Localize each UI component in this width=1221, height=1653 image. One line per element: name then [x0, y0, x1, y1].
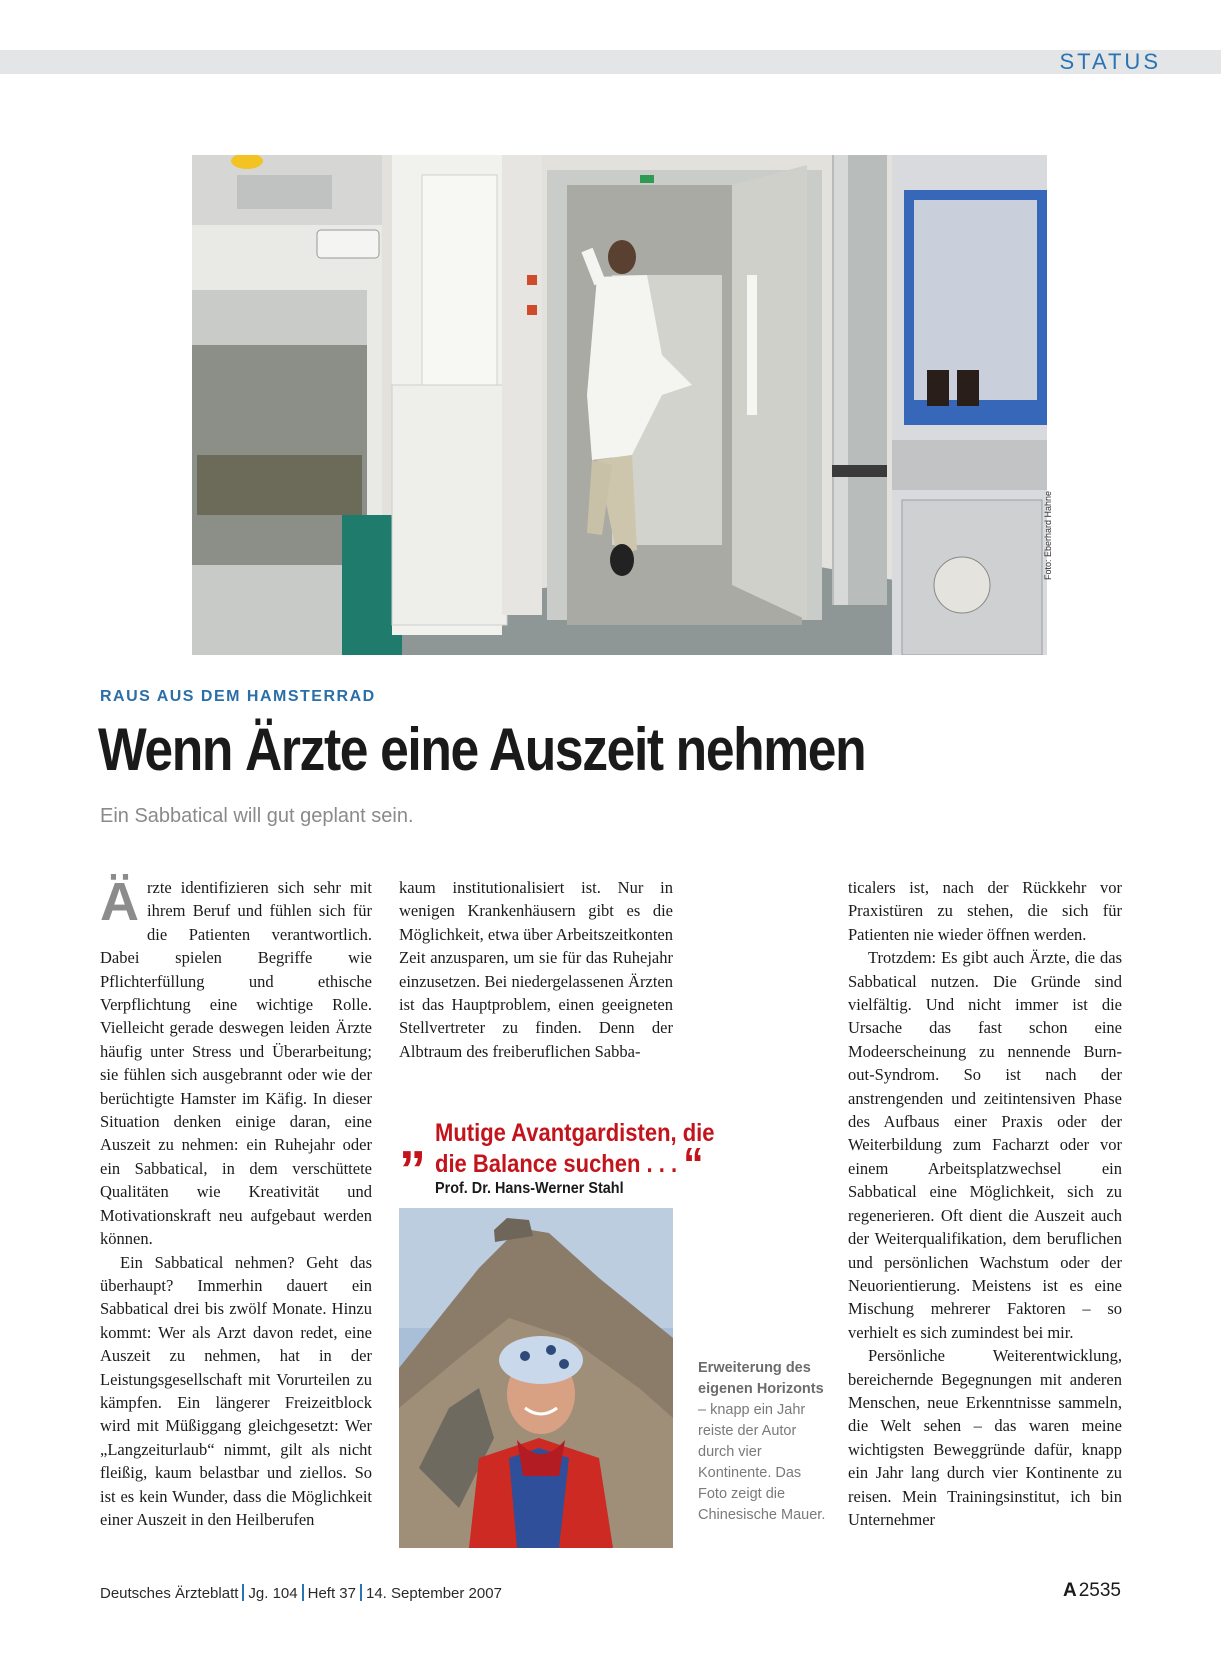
paragraph: ticalers ist, nach der Rückkehr vor Praxistüren zu stehen, die sich für Patienten nie wieder öffnen werden. — [848, 878, 1122, 944]
article-subtitle: Ein Sabbatical will gut geplant sein. — [100, 805, 414, 827]
section-label: STATUS — [1059, 49, 1161, 74]
page-footer — [100, 1584, 502, 1602]
paragraph: rzte identifizieren sich sehr mit ihrem Beruf und fühlen sich für die Patienten verantwortlich. Dabei spielen Begriffe wie Pflichterfüllung und ethische Verpflichtung eine wichtige Rolle. Vielleicht gerade deswegen leiden Ärzte häufig unter Stress und Überarbeitung; sie fühlen sich ausgebrannt oder wie der berüchtigte Hamster im Käfig. In dieser Situation denken einige daran, eine Auszeit zu nehmen: ein Ruhejahr oder ein Sabbatical, in dem verschüttete Qualitäten wie Kreativität und Motivationskraft neu aufgebaut werden können. — [100, 878, 372, 1249]
page-number — [1063, 1580, 1121, 1602]
great-wall-illustration — [399, 1208, 673, 1548]
journal-name: Deutsches Ärzteblatt — [100, 1585, 239, 1602]
journal-issue: Heft 37 — [307, 1585, 356, 1602]
drop-cap: Ä — [100, 872, 139, 932]
footer-separator — [242, 1584, 244, 1601]
page-prefix: A — [1062, 1580, 1077, 1601]
lab-photo — [192, 155, 1047, 655]
article-kicker: RAUS AUS DEM HAMSTERRAD — [100, 688, 376, 705]
pull-quote-line-1: Mutige Avantgardisten, die — [435, 1119, 715, 1147]
caption-title: Erweiterung des eigenen Horizonts — [698, 1360, 824, 1397]
section-header-bar — [0, 50, 1221, 74]
text-column-2 — [399, 876, 673, 1063]
journal-date: 14. September 2007 — [366, 1585, 502, 1602]
paragraph: Trotzdem: Es gibt auch Ärzte, die das Sabbatical nutzen. Die Gründe sind vielfältig. Und nicht immer ist die Ursache das fast schon eine Modeerscheinung zu nennende Burn-out-Syndrom. So ist nach der anstrengenden und zeitintensiven Phase des Aufbaus einer Praxis oder der Weiterbildung zum Facharzt oder vor einem Arbeitsplatzwechsel ein Sabbatical eine Möglichkeit, sich zu regenerieren. Oft dient die Auszeit auch der Weiterqualifikation, dem beruflichen und persönlichen Wachstum oder der Neuorientierung. Meistens ist es eine Mischung mehrerer Faktoren – so verhielt es sich zumindest bei mir. — [848, 948, 1122, 1342]
photo-caption — [698, 1358, 828, 1526]
quote-close-mark: “ — [683, 1138, 704, 1190]
quote-open-mark: „ — [399, 1110, 426, 1170]
photo-credit: Foto: Eberhard Hahne — [1043, 490, 1053, 580]
pull-quote-line-2: die Balance suchen . . . — [435, 1150, 678, 1178]
paragraph: Ein Sabbatical nehmen? Geht das überhaupt? Immerhin dauert ein Sabbatical drei bis zwölf Monate. Hinzu kommt: Wer als Arzt davon redet, eine Auszeit zu nehmen, hat in der Leistungsgesellschaft mit Vorurteilen zu kämpfen. Ein längerer Freizeitblock wird mit Müßiggang gleichgesetzt: Wer „Langzeiturlaub“ nimmt, gilt als nicht fleißig, kaum belastbar und ziellos. So ist es kein Wunder, dass die Möglichkeit einer Auszeit in den Heilberufen — [100, 1252, 372, 1529]
paragraph: kaum institutionalisiert ist. Nur in wenigen Krankenhäusern gibt es die Möglichkeit, etwa über Arbeitszeitkonten Zeit anzusparen, um sie für das Ruhejahr einzusetzen. Bei niedergelassenen Ärzten ist das Hauptproblem, einen geeigneten Stellvertreter zu finden. Denn der Albtraum des freiberuflichen Sabba- — [399, 878, 674, 1061]
text-column-1 — [100, 872, 372, 1531]
paragraph: Persönliche Weiterentwicklung, bereichernde Begegnungen mit anderen Menschen, neue Erkenntnisse sammeln, die Welt sehen – das waren meine wichtigsten Beweggründe dafür, knapp ein Jahr lang durch vier Kontinente zu reisen. Mein Trainingsinstitut, ich bin Unternehmer — [848, 1346, 1122, 1529]
pull-quote-author: Prof. Dr. Hans-Werner Stahl — [435, 1180, 624, 1197]
article-title: Wenn Ärzte eine Auszeit nehmen — [98, 716, 866, 783]
lab-photo-illustration — [192, 155, 1047, 655]
page-number-value: 2535 — [1078, 1580, 1121, 1601]
journal-volume: Jg. 104 — [248, 1585, 298, 1602]
great-wall-photo — [399, 1208, 673, 1548]
footer-separator — [302, 1584, 304, 1601]
footer-separator — [360, 1584, 362, 1601]
caption-text: – knapp ein Jahr reiste der Autor durch vier Kontinente. Das Foto zeigt die Chinesische Mauer. — [698, 1402, 826, 1523]
text-column-3 — [848, 876, 1122, 1531]
